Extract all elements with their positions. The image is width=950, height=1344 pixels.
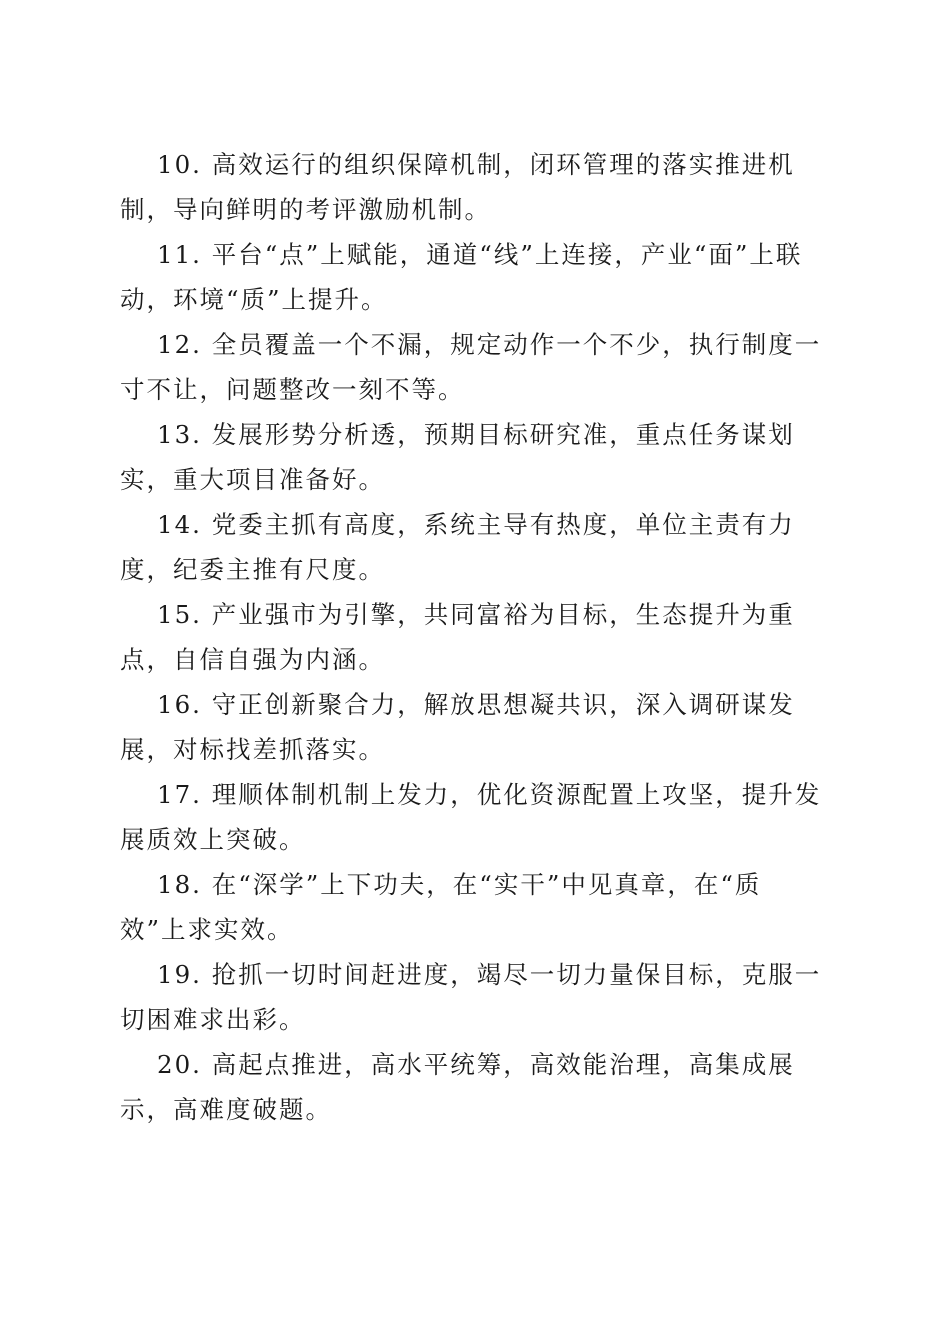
list-item: 11. 平台“点”上赋能，通道“线”上连接，产业“面”上联动，环境“质”上提升。 (120, 240, 803, 314)
list-item: 20. 高起点推进，高水平统筹，高效能治理，高集成展示，高难度破题。 (120, 1050, 795, 1124)
list-item: 16. 守正创新聚合力，解放思想凝共识，深入调研谋发展，对标找差抓落实。 (120, 690, 795, 764)
list-item: 12. 全员覆盖一个不漏，规定动作一个不少，执行制度一寸不让，问题整改一刻不等。 (120, 330, 822, 404)
document-body (120, 142, 826, 1132)
list-item: 19. 抢抓一切时间赶进度，竭尽一切力量保目标，克服一切困难求出彩。 (120, 960, 822, 1034)
list-item: 10. 高效运行的组织保障机制，闭环管理的落实推进机制，导向鲜明的考评激励机制。 (120, 150, 795, 224)
list-item: 13. 发展形势分析透，预期目标研究准，重点任务谋划实，重大项目准备好。 (120, 420, 795, 494)
list-item: 14. 党委主抓有高度，系统主导有热度，单位主责有力度，纪委主推有尺度。 (120, 510, 795, 584)
list-item: 15. 产业强市为引擎，共同富裕为目标，生态提升为重点，自信自强为内涵。 (120, 600, 795, 674)
list-item: 18. 在“深学”上下功夫，在“实干”中见真章，在“质效”上求实效。 (120, 870, 762, 944)
list-item: 17. 理顺体制机制上发力，优化资源配置上攻坚，提升发展质效上突破。 (120, 780, 822, 854)
